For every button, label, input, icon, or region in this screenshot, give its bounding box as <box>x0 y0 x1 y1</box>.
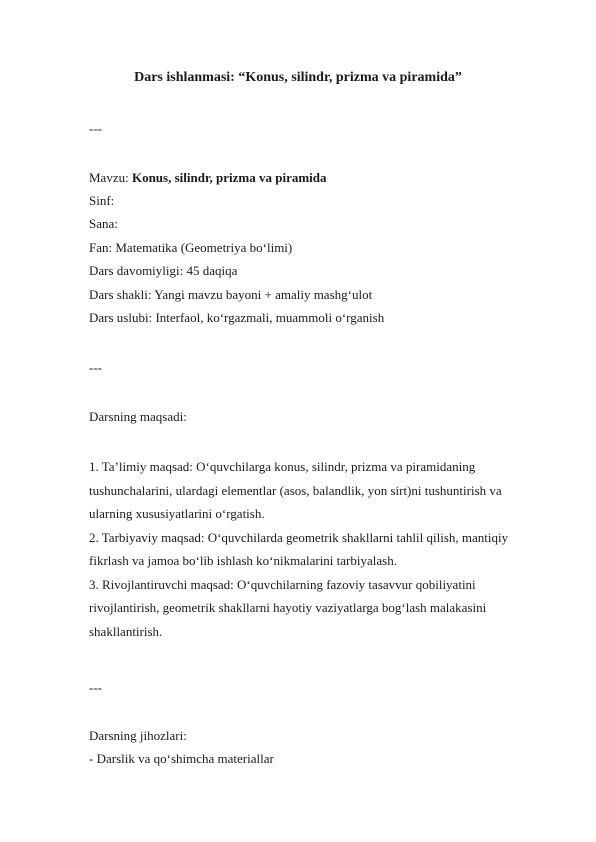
goal-item: 2. Tarbiyaviy maqsad: O‘quvchilarda geometrik shakllarni tahlil qilish, mantiqiy fikrlash va jamoa bo‘lib ishlash ko‘nikmalarini tarbiyalash. <box>89 529 509 568</box>
goals-heading: Darsning maqsadi: <box>89 409 187 424</box>
class-line: Sinf: <box>89 193 115 208</box>
date-line: Sana: <box>89 216 118 231</box>
topic-label: Mavzu: <box>89 170 132 185</box>
goal-item: 3. Rivojlantiruvchi maqsad: O‘quvchilarning fazoviy tasavvur qobiliyatini rivojlantirish, geometrik shakllarni hayotiy vaziyatlarga bog‘lash malakasini shakllantirish. <box>89 576 487 639</box>
equipment-heading: Darsning jihozlari: <box>89 728 187 743</box>
separator: --- <box>89 121 102 136</box>
lesson-method-line: Dars uslubi: Interfaol, ko‘rgazmali, muammoli o‘rganish <box>89 310 385 325</box>
topic-value: Konus, silindr, prizma va piramida <box>131 170 327 185</box>
equipment-item: - Darslik va qo‘shimcha materiallar <box>89 751 274 766</box>
topic-line <box>89 170 327 186</box>
document-title: Dars ishlanmasi: “Konus, silindr, prizma va piramida” <box>134 70 462 85</box>
duration-line: Dars davomiyligi: 45 daqiqa <box>89 263 238 278</box>
lesson-form-line: Dars shakli: Yangi mavzu bayoni + amaliy mashg‘ulot <box>89 287 373 302</box>
separator: --- <box>89 680 102 695</box>
goal-item: 1. Ta’limiy maqsad: O‘quvchilarga konus, silindr, prizma va piramidaning tushunchalarini, ulardagi elementlar (asos, balandlik, yon sirt)ni tushuntirish va ularning xususiyatlarini o‘rgatish. <box>89 459 502 521</box>
subject-line: Fan: Matematika (Geometriya bo‘limi) <box>89 240 293 255</box>
goals-list <box>89 455 509 643</box>
separator: --- <box>89 360 102 375</box>
